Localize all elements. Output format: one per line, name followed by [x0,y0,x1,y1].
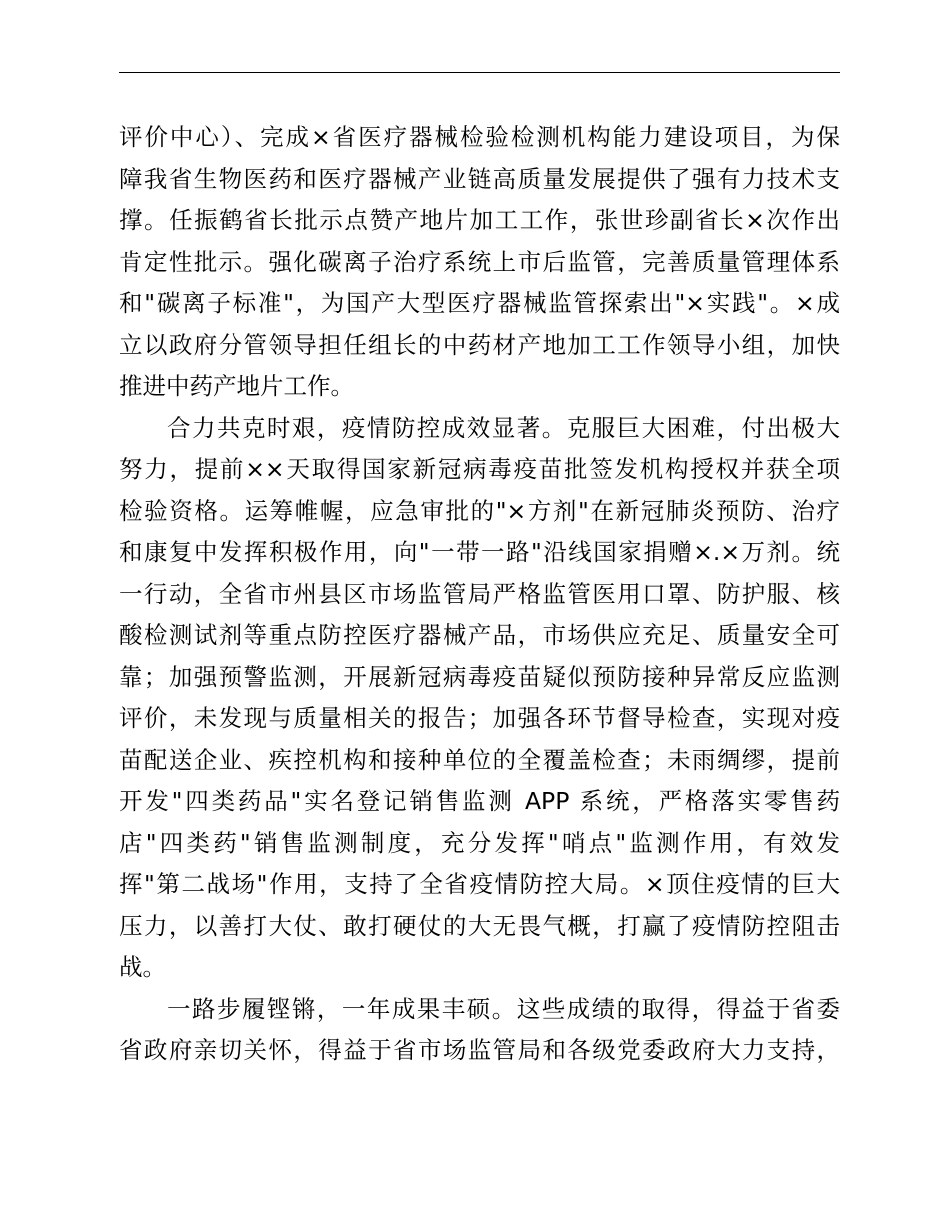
text-line: 检验资格。运筹帷幄，应急审批的"×方剂"在新冠肺炎预防、治疗 [119,496,840,525]
text-line: 压力，以善打大仗、敢打硬仗的大无畏气概，打赢了疫情防控阻击 [119,911,840,940]
text-line: 肯定性批示。强化碳离子治疗系统上市后监管，完善质量管理体系 [119,247,840,276]
text-line: 省政府亲切关怀，得益于省市场监管局和各级党委政府大力支持， [119,1036,840,1064]
paragraph-first-line: 一路步履铿锵，一年成果丰硕。这些成绩的取得，得益于省委 [167,994,840,1023]
text-line: 和康复中发挥积极作用，向"一带一路"沿线国家捐赠×.×万剂。统 [119,538,840,566]
text-line: 评价中心）、完成×省医疗器械检验检测机构能力建设项目，为保 [119,123,840,151]
text-line: 障我省生物医药和医疗器械产业链高质量发展提供了强有力技术支 [119,164,840,193]
text-line: 开发"四类药品"实名登记销售监测 APP 系统，严格落实零售药 [119,787,840,815]
header-rule [119,72,840,73]
text-line: 推进中药产地片工作。 [119,372,354,400]
text-line: 和"碳离子标准"，为国产大型医疗器械监管探索出"×实践"。×成 [119,289,840,317]
text-line: 努力，提前××天取得国家新冠病毒疫苗批签发机构授权并获全项 [119,455,840,483]
text-line: 挥"第二战场"作用，支持了全省疫情防控大局。×顶住疫情的巨大 [119,870,840,898]
text-line: 靠；加强预警监测，开展新冠病毒疫苗疑似预防接种异常反应监测 [119,662,840,691]
paragraph-first-line: 合力共克时艰，疫情防控成效显著。克服巨大困难，付出极大 [167,413,840,442]
text-line: 店"四类药"销售监测制度，充分发挥"哨点"监测作用，有效发 [119,828,840,857]
document-page [119,0,840,1230]
text-line: 立以政府分管领导担任组长的中药材产地加工工作领导小组，加快 [119,330,840,359]
text-line: 酸检测试剂等重点防控医疗器械产品，市场供应充足、质量安全可 [119,621,840,649]
body-text [119,117,840,1072]
text-line: 撑。任振鹤省长批示点赞产地片加工工作，张世珍副省长×次作出 [119,206,840,234]
text-line: 苗配送企业、疾控机构和接种单位的全覆盖检查；未雨绸缪，提前 [119,745,840,774]
text-line: 战。 [119,953,166,981]
text-line: 评价，未发现与质量相关的报告；加强各环节督导检查，实现对疫 [119,704,840,732]
text-line: 一行动，全省市州县区市场监管局严格监管医用口罩、防护服、核 [119,579,840,608]
